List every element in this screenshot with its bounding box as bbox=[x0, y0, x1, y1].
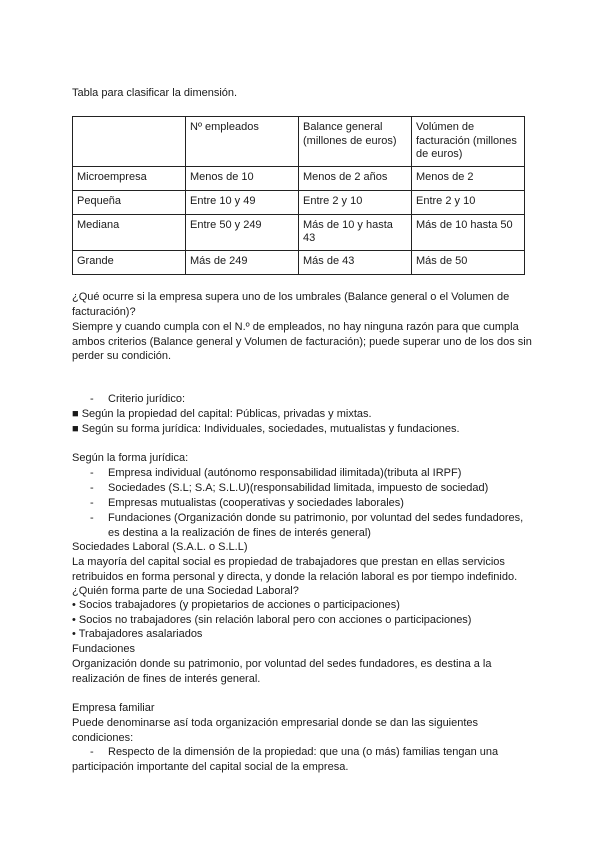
sal-item: Socios trabajadores (y propietarios de acciones o participaciones) bbox=[78, 599, 400, 611]
criterio-text: Según la propiedad del capital: Públicas, privadas y mixtas. bbox=[81, 408, 372, 420]
criterio-item bbox=[90, 392, 530, 407]
table-cell: Más de 50 bbox=[412, 250, 525, 274]
sal-bullet bbox=[72, 598, 532, 613]
dash-marker: - bbox=[90, 482, 94, 494]
sal-text: La mayoría del capital social es propiedad de trabajadores que prestan en ellas servicios retribuidos en forma personal y directa, y donde la relación laboral es por tiempo indefinido. bbox=[72, 556, 518, 583]
table-cell: Más de 43 bbox=[299, 250, 412, 274]
criterio-bullet bbox=[72, 407, 542, 422]
square-bullet-icon: ■ bbox=[72, 423, 79, 435]
forma-text: Sociedades (S.L; S.A; S.L.U)(responsabilidad limitada, impuesto de sociedad) bbox=[108, 482, 489, 494]
table-cell: Menos de 2 bbox=[412, 166, 525, 190]
table-cell: Menos de 2 años bbox=[299, 166, 412, 190]
fundaciones-heading: Fundaciones bbox=[72, 643, 135, 655]
threshold-answer: Siempre y cuando cumpla con el N.º de empleados, no hay ninguna razón para que cumpla ambos criterios (Balance general y Volumen de facturación); puede superar uno de los dos sin perder su condición. bbox=[72, 321, 532, 362]
dash-marker: - bbox=[90, 746, 94, 758]
table-header-cell: Nº empleados bbox=[186, 117, 299, 167]
table-cell: Entre 10 y 49 bbox=[186, 190, 299, 214]
forma-item bbox=[90, 481, 530, 496]
forma-item bbox=[90, 511, 530, 540]
table-row bbox=[73, 250, 525, 274]
sal-item: Socios no trabajadores (sin relación laboral pero con acciones o participaciones) bbox=[78, 614, 472, 626]
sal-bullet bbox=[72, 613, 532, 628]
fundaciones-text: Organización donde su patrimonio, por voluntad del sedes fundadores, es destina a la realización de fines de interés general. bbox=[72, 658, 492, 685]
threshold-question: ¿Qué ocurre si la empresa supera uno de los umbrales (Balance general o el Volumen de facturación)? bbox=[72, 291, 510, 318]
intro-text: Tabla para clasificar la dimensión. bbox=[72, 87, 238, 99]
dot-bullet-icon: • bbox=[72, 628, 76, 640]
table-cell: Entre 50 y 249 bbox=[186, 214, 299, 250]
criterio-label: Criterio jurídico: bbox=[108, 393, 186, 405]
familiar-item bbox=[90, 745, 530, 760]
forma-item bbox=[90, 466, 530, 481]
familiar-item-text: Respecto de la dimensión de la propiedad: que una (o más) familias tengan una bbox=[108, 746, 499, 758]
sal-item: Trabajadores asalariados bbox=[78, 628, 203, 640]
forma-text: Fundaciones (Organización donde su patrimonio, por voluntad del sedes fundadores, es destina a la realización de fines de interés general) bbox=[108, 512, 524, 539]
table-cell: Mediana bbox=[73, 214, 186, 250]
criterio-text: Según su forma jurídica: Individuales, sociedades, mutualistas y fundaciones. bbox=[81, 423, 460, 435]
table-row bbox=[73, 166, 525, 190]
dash-marker: - bbox=[90, 497, 94, 509]
sal-bullet bbox=[72, 627, 532, 642]
criterio-bullet bbox=[72, 422, 542, 437]
table-header-cell: Balance general (millones de euros) bbox=[299, 117, 412, 167]
familiar-text: Puede denominarse así toda organización empresarial donde se dan las siguientes condiciones: bbox=[72, 717, 479, 744]
table-cell: Menos de 10 bbox=[186, 166, 299, 190]
table-cell: Entre 2 y 10 bbox=[299, 190, 412, 214]
table-cell: Pequeña bbox=[73, 190, 186, 214]
table-cell: Más de 249 bbox=[186, 250, 299, 274]
forma-item bbox=[90, 496, 530, 511]
forma-text: Empresa individual (autónomo responsabilidad ilimitada)(tributa al IRPF) bbox=[108, 467, 462, 479]
table-cell: Grande bbox=[73, 250, 186, 274]
dash-marker: - bbox=[90, 467, 94, 479]
table-cell: Más de 10 y hasta 43 bbox=[299, 214, 412, 250]
dash-marker: - bbox=[90, 393, 94, 405]
table-header-row bbox=[73, 117, 525, 167]
table-header-cell: Volúmen de facturación (millones de euros) bbox=[412, 117, 525, 167]
dash-marker: - bbox=[90, 512, 94, 524]
table-row bbox=[73, 190, 525, 214]
table-cell: Más de 10 hasta 50 bbox=[412, 214, 525, 250]
forma-heading: Según la forma jurídica: bbox=[72, 452, 189, 464]
sal-heading: Sociedades Laboral (S.A.L. o S.L.L) bbox=[72, 541, 248, 553]
dimension-table bbox=[72, 116, 525, 275]
table-header-cell bbox=[73, 117, 186, 167]
table-cell: Entre 2 y 10 bbox=[412, 190, 525, 214]
dot-bullet-icon: • bbox=[72, 599, 76, 611]
dot-bullet-icon: • bbox=[72, 614, 76, 626]
square-bullet-icon: ■ bbox=[72, 408, 79, 420]
table-cell: Microempresa bbox=[73, 166, 186, 190]
familiar-item-continuation: participación importante del capital social de la empresa. bbox=[72, 761, 349, 773]
table-row bbox=[73, 214, 525, 250]
familiar-heading: Empresa familiar bbox=[72, 702, 155, 714]
sal-question: ¿Quién forma parte de una Sociedad Laboral? bbox=[72, 585, 299, 597]
forma-text: Empresas mutualistas (cooperativas y sociedades laborales) bbox=[108, 497, 404, 509]
